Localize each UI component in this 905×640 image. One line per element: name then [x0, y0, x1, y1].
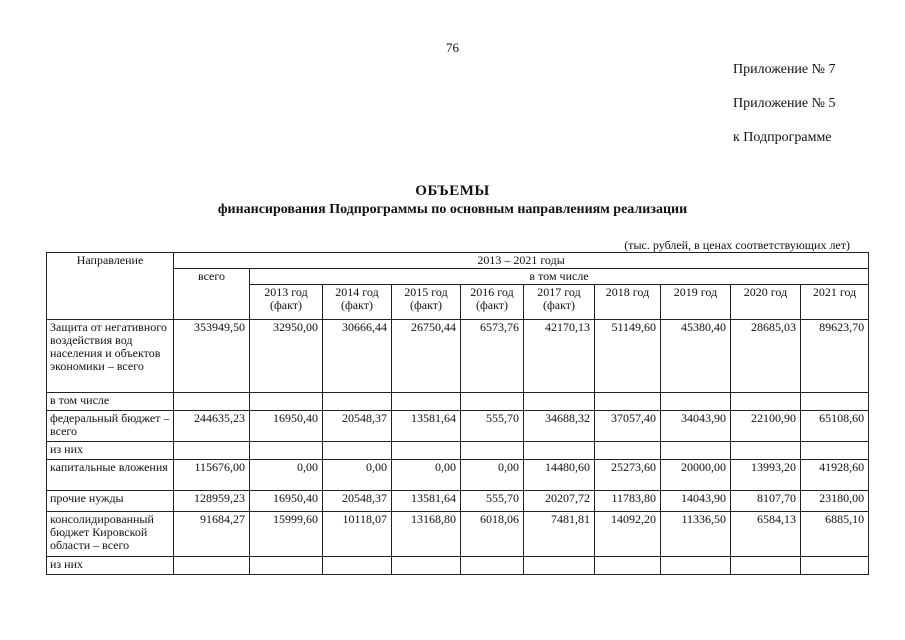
table-cell: 22100,90 [731, 411, 801, 442]
table-row [47, 491, 869, 512]
header-period: 2013 – 2021 годы [174, 253, 869, 269]
table-cell [801, 442, 869, 460]
table-cell [392, 557, 461, 575]
table-cell [461, 442, 524, 460]
table-row [47, 460, 869, 491]
table-cell: 41928,60 [801, 460, 869, 491]
table-cell [731, 557, 801, 575]
table-row [47, 557, 869, 575]
table-cell [174, 557, 250, 575]
row-label: из них [47, 557, 174, 575]
row-label: прочие нужды [47, 491, 174, 512]
table-cell: 20548,37 [323, 411, 392, 442]
table-cell: 26750,44 [392, 320, 461, 393]
table-cell [731, 442, 801, 460]
table-cell: 11783,80 [595, 491, 661, 512]
financing-table [46, 252, 869, 575]
table-cell: 353949,50 [174, 320, 250, 393]
table-cell [461, 557, 524, 575]
row-label: в том числе [47, 393, 174, 411]
table-cell: 14480,60 [524, 460, 595, 491]
table-cell: 89623,70 [801, 320, 869, 393]
table-cell [595, 393, 661, 411]
document-subtitle: финансирования Подпрограммы по основным направлениям реализации [217, 202, 688, 217]
table-cell: 20000,00 [661, 460, 731, 491]
table-cell: 32950,00 [250, 320, 323, 393]
table-cell: 34043,90 [661, 411, 731, 442]
table-cell [323, 442, 392, 460]
header-year: 2017 год (факт) [524, 285, 595, 320]
header-direction: Направление [47, 253, 174, 320]
table-cell: 14092,20 [595, 512, 661, 557]
table-cell: 13993,20 [731, 460, 801, 491]
table-cell [174, 393, 250, 411]
table-cell [250, 393, 323, 411]
table-cell: 6885,10 [801, 512, 869, 557]
page-number: 76 [446, 40, 459, 55]
table-cell [392, 393, 461, 411]
table-cell [661, 557, 731, 575]
table-cell [250, 557, 323, 575]
units-note: (тыс. рублей, в ценах соответствующих лет) [624, 238, 850, 252]
table-cell: 15999,60 [250, 512, 323, 557]
header-including: в том числе [250, 269, 869, 285]
table-cell: 115676,00 [174, 460, 250, 491]
table-cell: 16950,40 [250, 491, 323, 512]
table-cell: 0,00 [323, 460, 392, 491]
table-cell: 28685,03 [731, 320, 801, 393]
table-row [47, 442, 869, 460]
table-cell [323, 557, 392, 575]
table-row [47, 393, 869, 411]
table-cell [801, 557, 869, 575]
table-cell: 6018,06 [461, 512, 524, 557]
appendix-number-5: Приложение № 5 [733, 96, 836, 111]
table-cell: 30666,44 [323, 320, 392, 393]
table-cell [524, 393, 595, 411]
row-label: из них [47, 442, 174, 460]
table-cell: 555,70 [461, 491, 524, 512]
document-title: ОБЪЕМЫ [415, 183, 490, 199]
table-cell [595, 557, 661, 575]
table-cell [174, 442, 250, 460]
row-label: федеральный бюджет – всего [47, 411, 174, 442]
table-cell [595, 442, 661, 460]
table-cell: 0,00 [461, 460, 524, 491]
table-cell: 20207,72 [524, 491, 595, 512]
table-cell: 10118,07 [323, 512, 392, 557]
table-cell: 37057,40 [595, 411, 661, 442]
table-cell: 13581,64 [392, 411, 461, 442]
table-cell: 45380,40 [661, 320, 731, 393]
table-cell: 13168,80 [392, 512, 461, 557]
table-cell [392, 442, 461, 460]
row-label: консолидированный бюджет Кировской области – всего [47, 512, 174, 557]
table-cell: 23180,00 [801, 491, 869, 512]
appendix-target: к Подпрограмме [733, 130, 832, 145]
table-cell: 6584,13 [731, 512, 801, 557]
table-cell [661, 442, 731, 460]
table-cell [323, 393, 392, 411]
table-cell [461, 393, 524, 411]
header-year: 2019 год [661, 285, 731, 320]
table-cell: 0,00 [392, 460, 461, 491]
table-cell [250, 442, 323, 460]
table-cell: 91684,27 [174, 512, 250, 557]
header-year: 2020 год [731, 285, 801, 320]
table-cell: 25273,60 [595, 460, 661, 491]
row-label: Защита от негативного воздействия вод населения и объектов экономики – всего [47, 320, 174, 393]
header-year: 2016 год (факт) [461, 285, 524, 320]
table-cell: 8107,70 [731, 491, 801, 512]
table-row [47, 411, 869, 442]
table-cell: 555,70 [461, 411, 524, 442]
header-year: 2021 год [801, 285, 869, 320]
header-total: всего [174, 269, 250, 320]
table-cell: 128959,23 [174, 491, 250, 512]
table-cell [524, 557, 595, 575]
table-row [47, 320, 869, 393]
table-cell: 65108,60 [801, 411, 869, 442]
header-year: 2013 год (факт) [250, 285, 323, 320]
table-cell: 51149,60 [595, 320, 661, 393]
table-cell: 11336,50 [661, 512, 731, 557]
table-cell [661, 393, 731, 411]
table-cell: 13581,64 [392, 491, 461, 512]
table-cell: 16950,40 [250, 411, 323, 442]
table-cell: 244635,23 [174, 411, 250, 442]
table-cell: 14043,90 [661, 491, 731, 512]
table-cell: 34688,32 [524, 411, 595, 442]
table-cell [801, 393, 869, 411]
header-year: 2015 год (факт) [392, 285, 461, 320]
appendix-number-7: Приложение № 7 [733, 62, 836, 77]
header-year: 2014 год (факт) [323, 285, 392, 320]
table-row [47, 512, 869, 557]
row-label: капитальные вложения [47, 460, 174, 491]
table-cell: 6573,76 [461, 320, 524, 393]
header-year: 2018 год [595, 285, 661, 320]
table-cell [731, 393, 801, 411]
table-cell: 20548,37 [323, 491, 392, 512]
table-cell: 7481,81 [524, 512, 595, 557]
table-cell: 0,00 [250, 460, 323, 491]
table-cell [524, 442, 595, 460]
table-cell: 42170,13 [524, 320, 595, 393]
